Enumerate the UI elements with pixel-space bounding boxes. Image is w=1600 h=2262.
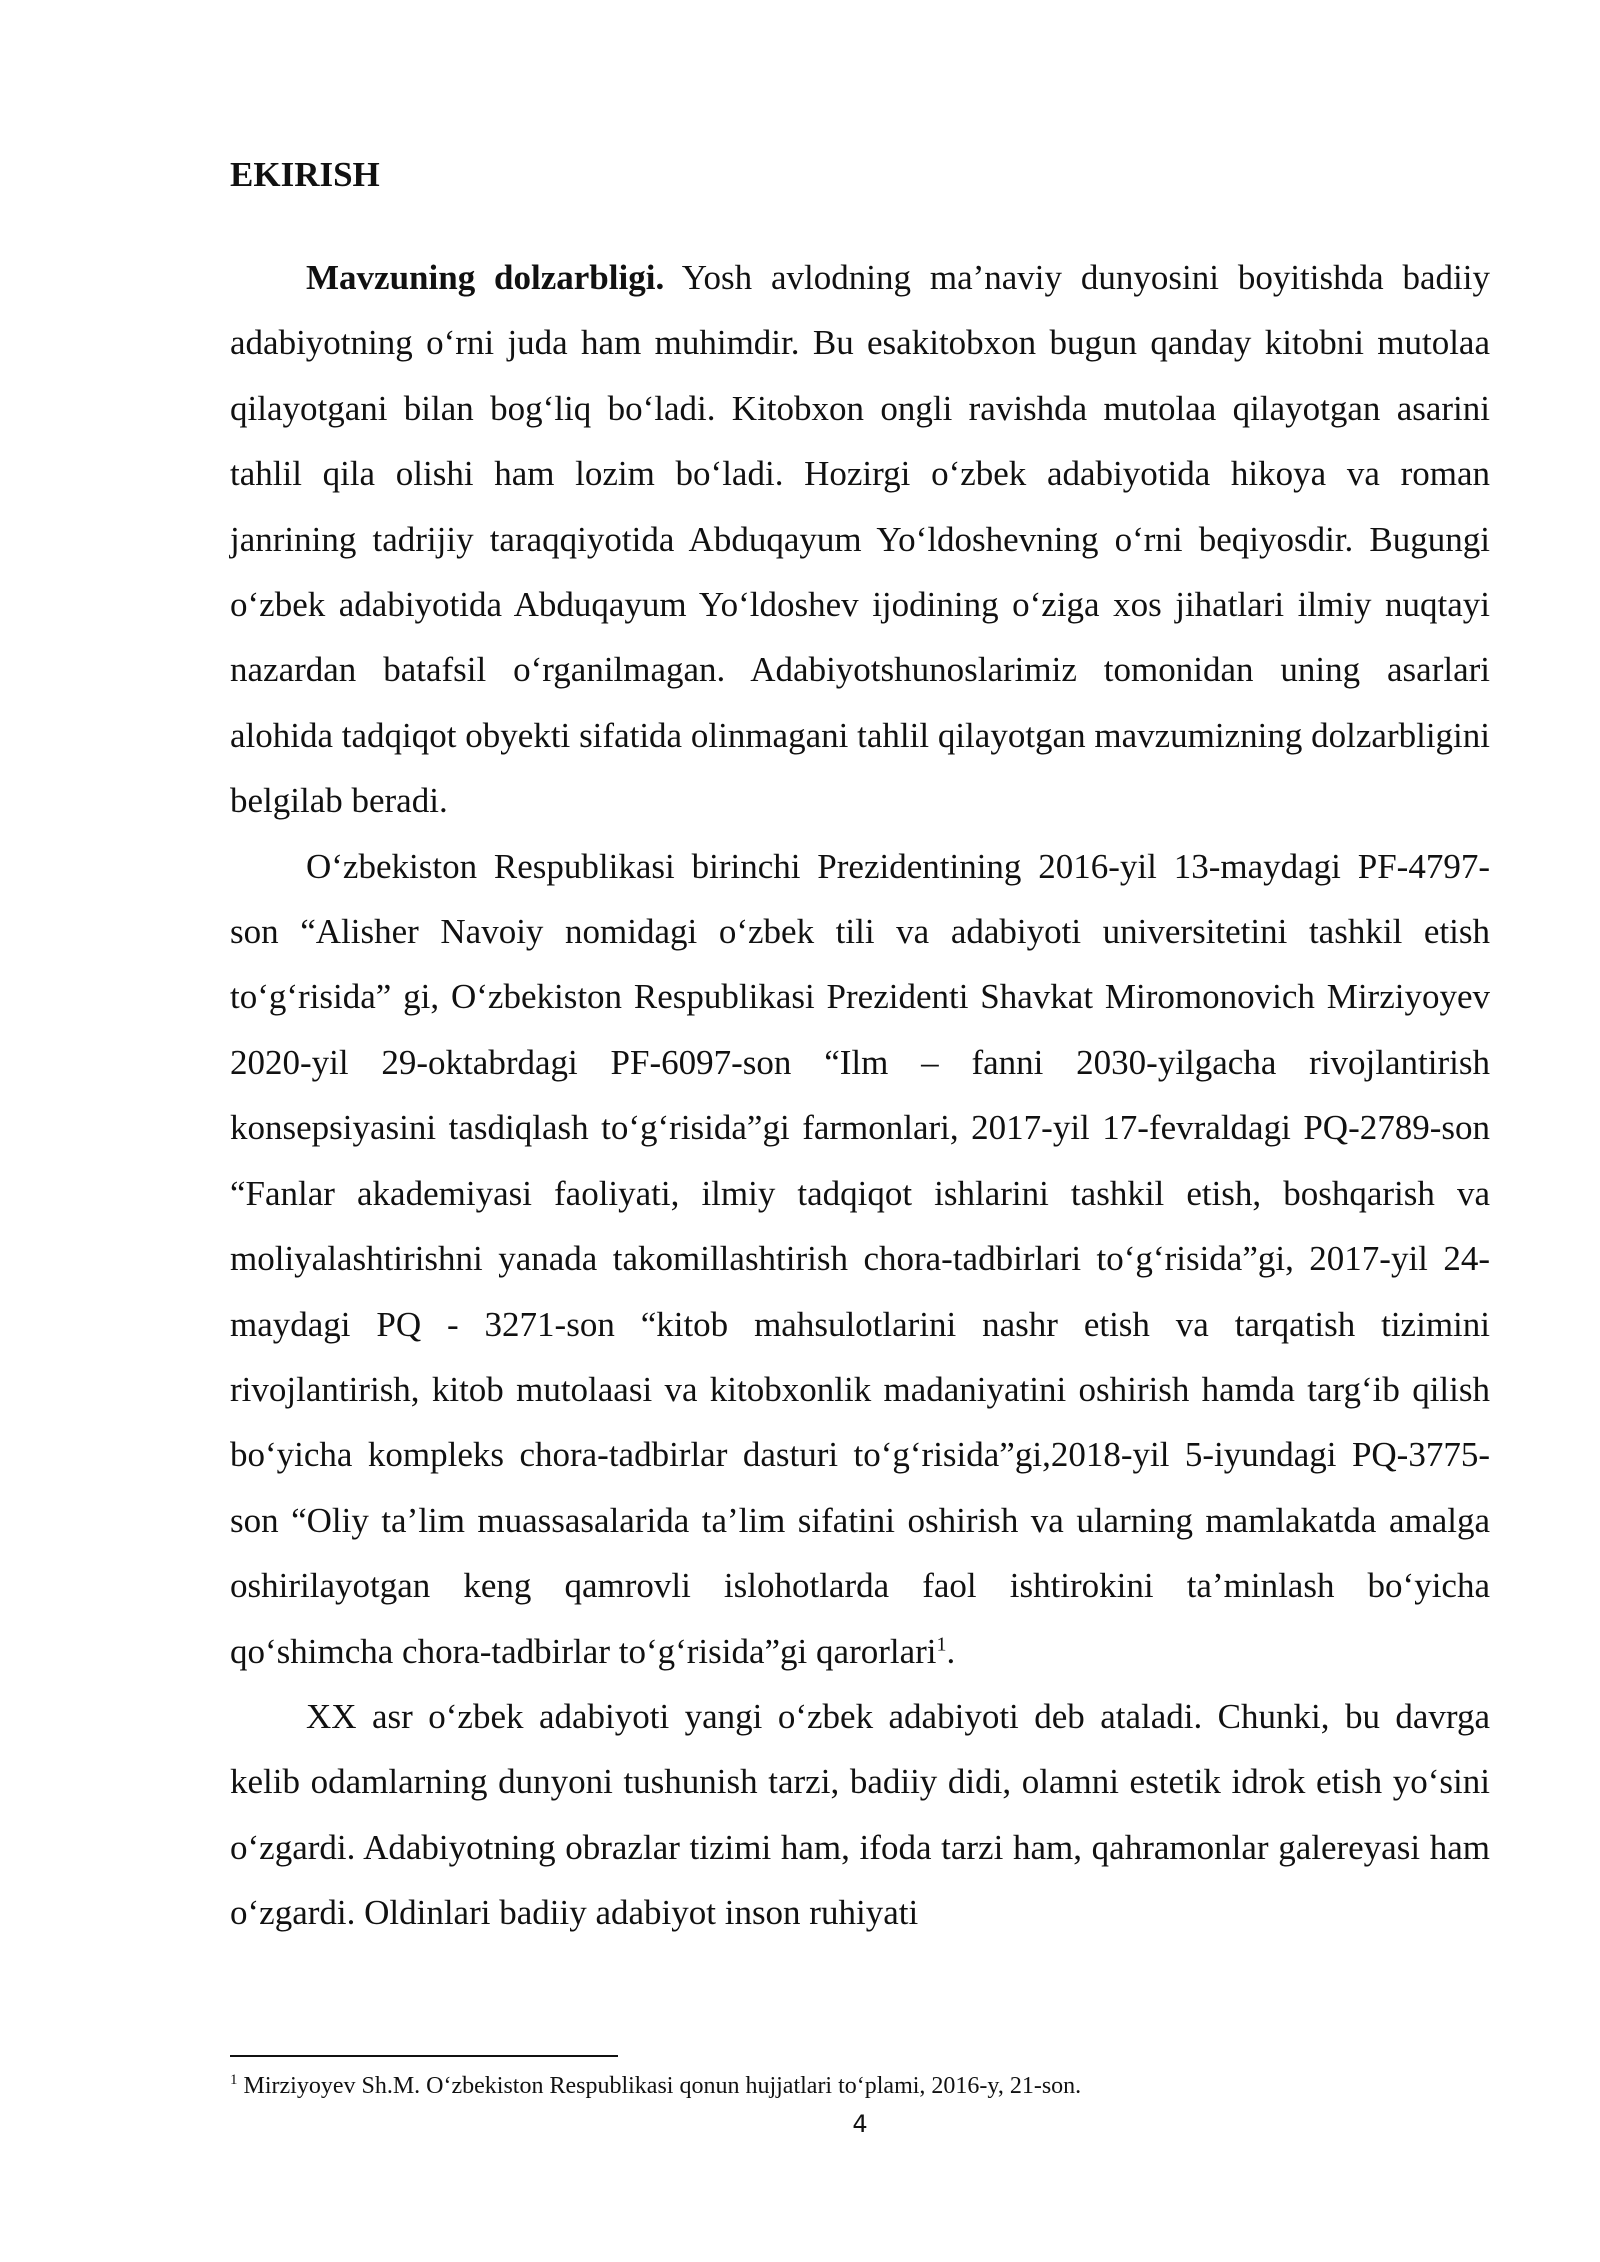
section-heading: EKIRISH bbox=[230, 155, 380, 194]
paragraph-text: O‘zbekiston Respublikasi birinchi Prezidentining 2016-yil 13-maydagi PF-4797-son “Alisher Navoiy nomidagi o‘zbek tili va adabiyoti universitetini tashkil etish to‘g‘risida” gi, O‘zbekiston Respublikasi Prezidenti Shavkat Miromonovich Mirziyoyev 2020-yil 29-oktabrdagi PF-6097-son “Ilm – fanni 2030-yilgacha rivojlantirish konsepsiyasini tasdiqlash to‘g‘risida”gi farmonlari, 2017-yil 17-fevraldagi PQ-2789-son “Fanlar akademiyasi faoliyati, ilmiy tadqiqot ishlarini tashkil etish, boshqarish va moliyalashtirishni yanada takomillashtirish chora-tadbirlari to‘g‘risida”gi, 2017-yil 24-maydagi PQ - 3271-son “kitob mahsulotlarini nashr etish va tarqatish tizimini rivojlantirish, kitob mutolaasi va kitobxonlik madaniyatini oshirish hamda targ‘ib qilish bo‘yicha kompleks chora-tadbirlar dasturi to‘g‘risida”gi,2018-yil 5-iyundagi PQ-3775-son “Oliy ta’lim muassasalarida ta’lim sifatini oshirish va ularning mamlakatda amalga oshirilayotgan keng qamrovli islohotlarda faol ishtirokini ta’minlash bo‘yicha qo‘shimcha chora-tadbirlar to‘g‘risida”gi qarorlari bbox=[230, 846, 1490, 1671]
page-number: 4 bbox=[852, 2110, 868, 2138]
paragraph-relevance bbox=[230, 245, 1490, 834]
paragraph-text: Yosh avlodning ma’naviy dunyosini boyitishda badiiy adabiyotning o‘rni juda ham muhimdir. Bu esakitobxon bugun qanday kitobni mutolaa qilayotgani bilan bog‘liq bo‘ladi. Kitobxon ongli ravishda mutolaa qilayotgan asarini tahlil qila olishi ham lozim bo‘ladi. Hozirgi o‘zbek adabiyotida hikoya va roman janrining tadrijiy taraqqiyotida Abduqayum Yo‘ldoshevning o‘rni beqiyosdir. Bugungi o‘zbek adabiyotida Abduqayum Yo‘ldoshev ijodining o‘ziga xos jihatlari ilmiy nuqtayi nazardan batafsil o‘rganilmagan. Adabiyotshunoslarimiz tomonidan uning asarlari alohida tadqiqot obyekti sifatida olinmagani tahlil qilayotgan mavzumizning dolzarbligini belgilab beradi. bbox=[230, 258, 1490, 821]
footnote-separator bbox=[230, 2055, 618, 2057]
footnote bbox=[230, 2070, 1081, 2102]
paragraph-tail: . bbox=[946, 1631, 956, 1671]
paragraph-lead: Mavzuning dolzarbligi. bbox=[306, 258, 665, 297]
paragraph-twentieth-century bbox=[230, 1684, 1490, 1946]
paragraph-text: XX asr o‘zbek adabiyoti yangi o‘zbek adabiyoti deb ataladi. Chunki, bu davrga kelib odamlarning dunyoni tushunish tarzi, badiiy didi, olamni estetik idrok etish yo‘sini o‘zgardi. Adabiyotning obrazlar tizimi ham, ifoda tarzi ham, qahramonlar galereyasi ham o‘zgardi. Oldinlari badiiy adabiyot inson ruhiyati bbox=[230, 1696, 1490, 1933]
footnote-marker: 1 bbox=[230, 2072, 238, 2088]
footnote-text: Mirziyoyev Sh.M. O‘zbekiston Respublikasi qonun hujjatlari to‘plami, 2016-y, 21-son. bbox=[237, 2073, 1082, 2099]
body-text bbox=[230, 245, 1490, 1946]
paragraph-decrees bbox=[230, 834, 1490, 1684]
footnote-reference[interactable]: 1 bbox=[936, 1632, 947, 1655]
